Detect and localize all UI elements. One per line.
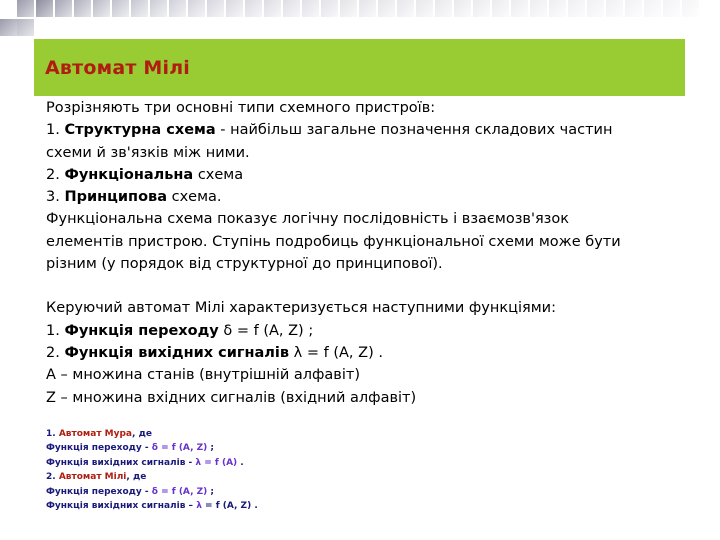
paragraph-line: елементів пристрою. Ступінь подробиць функціональної схеми може бути <box>46 233 621 250</box>
note-line: 1. Автомат Мура, де <box>46 429 152 439</box>
note-line: Функція переходу - δ = f (A, Z) ; <box>46 443 214 454</box>
square-decoration <box>397 0 414 17</box>
note-line: Функція вихідних сигналів – λ = f (A, Z) . <box>46 500 258 511</box>
formula: δ = f (A, Z) <box>151 443 208 454</box>
square-decoration <box>511 0 528 17</box>
term-structural: Структурна схема <box>64 122 216 139</box>
square-decoration <box>264 0 281 17</box>
term-functional: Функціональна <box>64 166 194 183</box>
list-item-continued: схеми й зв'язків між ними. <box>46 144 250 161</box>
square-decoration <box>169 0 186 17</box>
square-decoration <box>131 0 148 17</box>
square-decoration <box>150 0 167 17</box>
mealy-automaton-label: Автомат Мілі <box>58 472 127 483</box>
square-decoration <box>17 0 34 17</box>
intro-line: Розрізняють три основні типи схемного пристроїв: <box>46 100 436 116</box>
square-decoration <box>682 0 699 17</box>
square-decoration <box>359 0 376 17</box>
spacer <box>46 275 696 297</box>
list-item: 1. Структурна схема - найбільш загальне позначення складових частин <box>46 122 613 139</box>
square-decoration <box>549 0 566 17</box>
notes-block <box>46 427 696 513</box>
square-decoration <box>17 19 34 36</box>
square-decoration <box>663 0 680 17</box>
term-output-function: Функція вихідних сигналів <box>64 344 290 361</box>
square-decoration <box>492 0 509 17</box>
formula: δ = f (A, Z) <box>151 486 208 497</box>
term-transition-function: Функція переходу <box>64 322 219 339</box>
moore-automaton-label: Автомат Мура <box>58 429 133 439</box>
square-decoration <box>473 0 490 17</box>
square-decoration <box>55 0 72 17</box>
square-decoration <box>74 0 91 17</box>
formula: λ = f (A) <box>195 457 238 468</box>
square-decoration <box>606 0 623 17</box>
square-decoration <box>587 0 604 17</box>
square-decoration <box>321 0 338 17</box>
square-decoration <box>416 0 433 17</box>
note-line: Функція вихідних сигналів - λ = f (A) . <box>46 457 244 468</box>
list-item: 3. Принципова схема. <box>46 189 222 206</box>
square-decoration <box>226 0 243 17</box>
square-decoration <box>340 0 357 17</box>
definition-line: Z – множина вхідних сигналів (вхідний алфавіт) <box>46 389 417 406</box>
square-decoration <box>188 0 205 17</box>
square-decoration <box>435 0 452 17</box>
definition-line: A – множина станів (внутрішній алфавіт) <box>46 367 360 384</box>
square-decoration <box>93 0 110 17</box>
square-decoration <box>245 0 262 17</box>
square-decoration <box>530 0 547 17</box>
note-line: Функція переходу - δ = f (A, Z) ; <box>46 486 214 497</box>
square-decoration <box>454 0 471 17</box>
square-decoration <box>112 0 129 17</box>
paragraph-line: різним (у порядок від структурної до принципової). <box>46 256 443 273</box>
square-decoration <box>625 0 642 17</box>
list-item: 2. Функціональна схема <box>46 166 244 183</box>
formula: λ <box>196 500 202 511</box>
list-item: 2. Функція вихідних сигналів λ = f (A, Z) . <box>46 344 383 361</box>
square-decoration <box>568 0 585 17</box>
paragraph-line: Керуючий автомат Мілі характеризується наступними функціями: <box>46 300 556 317</box>
square-decoration <box>644 0 661 17</box>
term-principal: Принципова <box>64 189 167 206</box>
slide-title: Автомат Мілі <box>45 57 191 79</box>
note-line: 2. Автомат Мілі, де <box>46 472 147 483</box>
square-decoration <box>302 0 319 17</box>
square-decoration <box>207 0 224 17</box>
square-decoration <box>36 0 53 17</box>
paragraph-line: Функціональна схема показує логічну послідовність і взаємозв'язок <box>46 211 570 228</box>
square-decoration <box>0 19 17 36</box>
square-decoration <box>378 0 395 17</box>
square-decoration <box>283 0 300 17</box>
list-item: 1. Функція переходу δ = f (A, Z) ; <box>46 322 314 339</box>
slide-body <box>46 97 696 409</box>
